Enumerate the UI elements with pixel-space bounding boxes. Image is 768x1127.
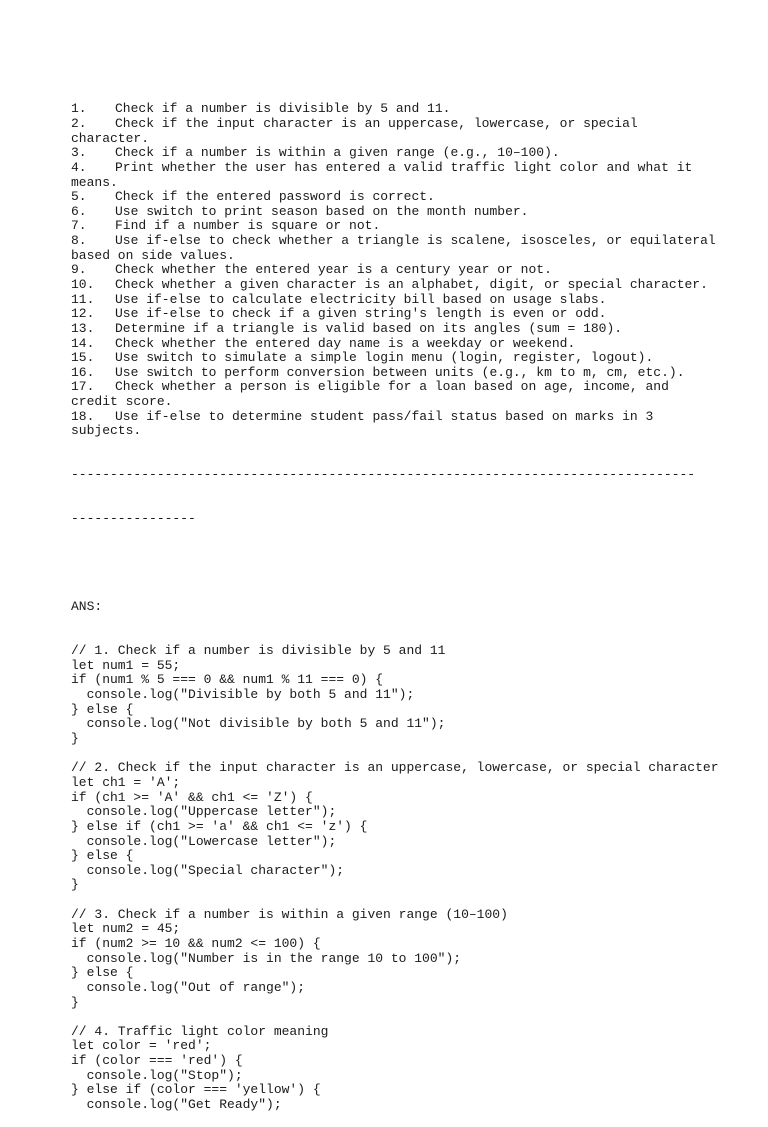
question-item xyxy=(71,307,711,322)
code-line: console.log("Out of range"); xyxy=(71,979,306,995)
question-text: character. xyxy=(71,130,150,146)
question-item-continued xyxy=(71,176,711,191)
code-line: let color = 'red'; xyxy=(71,1038,212,1054)
question-item xyxy=(71,190,711,205)
question-text: Use switch to print season based on the month number. xyxy=(115,203,529,219)
code-line: } else if (color === 'yellow') { xyxy=(71,1082,321,1098)
question-item xyxy=(71,410,711,425)
question-item xyxy=(71,102,711,117)
question-item xyxy=(71,161,711,176)
code-line: console.log("Number is in the range 10 to 100"); xyxy=(71,950,462,966)
question-number: 9. xyxy=(71,262,87,278)
question-text: Use if-else to calculate electricity bill based on usage slabs. xyxy=(115,291,607,307)
question-text: Use switch to simulate a simple login menu (login, register, logout). xyxy=(115,350,654,366)
code-comment: // 1. Check if a number is divisible by 5 and 11 xyxy=(71,643,446,659)
code-line: console.log("Uppercase letter"); xyxy=(71,804,337,820)
code-line: console.log("Lowercase letter"); xyxy=(71,833,337,849)
code-line: let num1 = 55; xyxy=(71,657,181,673)
question-text: Check if a number is divisible by 5 and 11. xyxy=(115,101,451,117)
code-block xyxy=(71,1025,711,1113)
question-text: Use switch to perform conversion between units (e.g., km to m, cm, etc.). xyxy=(115,364,685,380)
question-text: Check whether the entered year is a century year or not. xyxy=(115,262,552,278)
question-number: 18. xyxy=(71,408,95,424)
question-number: 12. xyxy=(71,306,95,322)
question-item xyxy=(71,219,711,234)
question-text: Use if-else to check whether a triangle is scalene, isosceles, or equilateral xyxy=(115,233,716,249)
code-comment: // 4. Traffic light color meaning xyxy=(71,1023,329,1039)
question-number: 1. xyxy=(71,101,87,117)
code-line: console.log("Not divisible by both 5 and 11"); xyxy=(71,716,446,732)
code-line: } xyxy=(71,731,79,747)
question-item xyxy=(71,322,711,337)
question-number: 7. xyxy=(71,218,87,234)
code-comment: // 2. Check if the input character is an uppercase, lowercase, or special character xyxy=(71,760,719,776)
code-line: console.log("Get Ready"); xyxy=(71,1097,282,1113)
question-text: Check whether a person is eligible for a loan based on age, income, and xyxy=(115,379,669,395)
code-line: } xyxy=(71,877,79,893)
question-text: means. xyxy=(71,174,118,190)
question-number: 13. xyxy=(71,320,95,336)
code-comment: // 3. Check if a number is within a given range (10–100) xyxy=(71,906,508,922)
code-line: } xyxy=(71,994,79,1010)
question-number: 14. xyxy=(71,335,95,351)
question-item xyxy=(71,380,711,395)
question-number: 4. xyxy=(71,159,87,175)
answers-label: ANS: xyxy=(71,599,103,615)
question-text: Check whether the entered day name is a weekday or weekend. xyxy=(115,335,576,351)
divider-line-continued: ---------------- xyxy=(71,511,196,527)
code-line: } else { xyxy=(71,848,134,864)
question-item-continued xyxy=(71,132,711,147)
question-number: 2. xyxy=(71,115,87,131)
question-text: Check if the input character is an uppercase, lowercase, or special xyxy=(115,115,638,131)
question-item xyxy=(71,263,711,278)
blank-line xyxy=(71,1010,711,1025)
blank-line xyxy=(71,556,711,571)
code-block xyxy=(71,908,711,1010)
question-list xyxy=(71,101,716,439)
code-line: console.log("Stop"); xyxy=(71,1067,243,1083)
code-line: } else { xyxy=(71,965,134,981)
code-line: console.log("Special character"); xyxy=(71,862,345,878)
blank-line xyxy=(71,747,711,762)
divider-line: -------------------------------------------------------------------------------- xyxy=(71,467,696,483)
code-answers xyxy=(71,643,719,1113)
question-number: 11. xyxy=(71,291,95,307)
question-text: Check whether a given character is an alphabet, digit, or special character. xyxy=(115,277,708,292)
question-item-continued xyxy=(71,395,711,410)
code-line: let num2 = 45; xyxy=(71,921,181,937)
question-item xyxy=(71,293,711,308)
question-item-continued xyxy=(71,424,711,439)
question-item xyxy=(71,146,711,161)
code-line: } else { xyxy=(71,701,134,717)
question-item xyxy=(71,351,711,366)
question-item xyxy=(71,205,711,220)
question-number: 5. xyxy=(71,189,87,205)
code-block xyxy=(71,760,719,893)
question-number: 15. xyxy=(71,350,95,366)
question-item xyxy=(71,278,711,293)
question-number: 17. xyxy=(71,379,95,395)
code-line: console.log("Divisible by both 5 and 11"); xyxy=(71,687,415,703)
question-item xyxy=(71,117,711,132)
question-text: Determine if a triangle is valid based on its angles (sum = 180). xyxy=(115,320,623,336)
code-line: let ch1 = 'A'; xyxy=(71,774,181,790)
code-line: } else if (ch1 >= 'a' && ch1 <= 'z') { xyxy=(71,818,368,834)
question-text: Check if a number is within a given range (e.g., 10–100). xyxy=(115,145,560,161)
question-number: 10. xyxy=(71,277,95,292)
question-text: Use if-else to check if a given string's length is even or odd. xyxy=(115,306,607,322)
question-text: based on side values. xyxy=(71,247,235,263)
question-text: Use if-else to determine student pass/fail status based on marks in 3 xyxy=(115,408,654,424)
question-item xyxy=(71,366,711,381)
question-number: 3. xyxy=(71,145,87,161)
question-number: 16. xyxy=(71,364,95,380)
code-line: if (ch1 >= 'A' && ch1 <= 'Z') { xyxy=(71,789,313,805)
question-text: Print whether the user has entered a valid traffic light color and what it xyxy=(115,159,693,175)
question-item xyxy=(71,337,711,352)
code-line: if (num2 >= 10 && num2 <= 100) { xyxy=(71,935,321,951)
question-item xyxy=(71,233,716,249)
question-text: credit score. xyxy=(71,394,173,410)
question-text: subjects. xyxy=(71,423,142,439)
code-block xyxy=(71,644,711,746)
question-item-continued xyxy=(71,249,711,264)
document-page xyxy=(71,73,719,1127)
code-line: if (color === 'red') { xyxy=(71,1053,243,1069)
question-number: 6. xyxy=(71,203,87,219)
question-number: 8. xyxy=(71,233,87,249)
question-text: Find if a number is square or not. xyxy=(115,218,381,234)
question-text: Check if the entered password is correct. xyxy=(115,189,435,205)
code-line: if (num1 % 5 === 0 && num1 % 11 === 0) { xyxy=(71,672,384,688)
blank-line xyxy=(71,893,711,908)
